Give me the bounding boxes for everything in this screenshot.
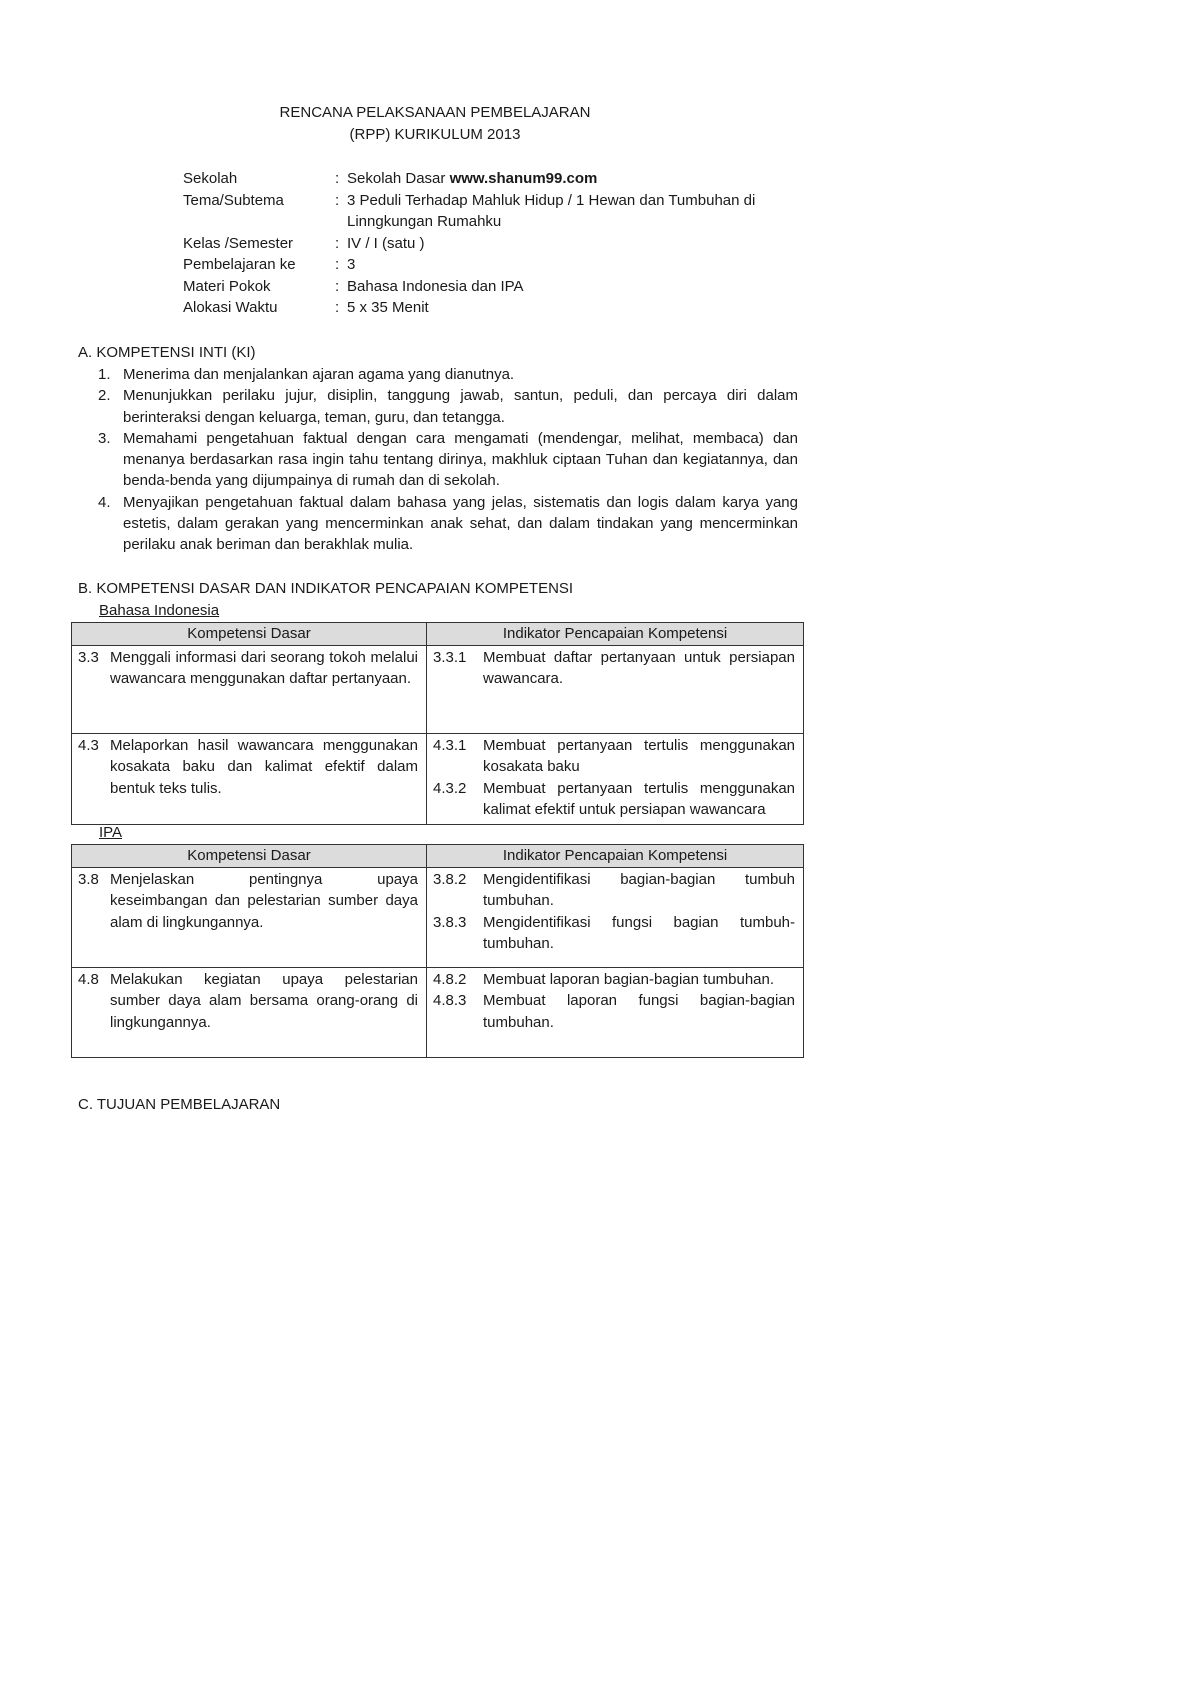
indicator-item [433, 647, 795, 690]
kd-code: 3.3 [78, 649, 99, 666]
indicator-code: 3.8.2 [433, 871, 467, 888]
subtitle-ipa: IPA [99, 824, 123, 841]
school-name: Sekolah Dasar [347, 170, 450, 187]
list-number: 2. [98, 387, 111, 405]
subtitle-bahasa-indonesia: Bahasa Indonesia [99, 602, 220, 619]
table-row [72, 968, 804, 1058]
indicator-item [433, 869, 795, 912]
school-website: www.shanum99.com [449, 170, 598, 187]
identity-row-pembelajaran [183, 254, 813, 276]
indicator-code: 4.3.1 [433, 737, 467, 754]
identity-row-tema [183, 190, 813, 233]
indicator-text: Membuat laporan fungsi bagian-bagian tumbuhan. [483, 992, 795, 1031]
column-header-kd: Kompetensi Dasar [72, 845, 427, 868]
identity-row-alokasi [183, 297, 813, 319]
indicator-item [433, 969, 795, 990]
kd-code: 4.3 [78, 737, 99, 754]
kd-item [78, 969, 418, 1033]
list-text: Memahami pengetahuan faktual dengan cara mengamati (mendengar, melihat, membaca) dan menanya berdasarkan rasa ingin tahu tentang dirinya, makhluk ciptaan Tuhan dan kegiatannya, dan benda-benda yang dijumpainya di rumah dan di sekolah. [123, 429, 798, 490]
identity-value: 3 [347, 256, 356, 273]
table-header-row [72, 845, 804, 868]
identity-label: Alokasi Waktu [183, 299, 278, 316]
indicator-item [433, 990, 795, 1033]
identity-row-materi [183, 276, 813, 298]
document-subtitle: (RPP) KURIKULUM 2013 [349, 126, 521, 143]
identity-label: Pembelajaran ke [183, 256, 296, 273]
kd-item [78, 647, 418, 690]
document-title: RENCANA PELAKSANAAN PEMBELAJARAN [279, 104, 591, 121]
list-text: Menyajikan pengetahuan faktual dalam bahasa yang jelas, sistematis dan logis dalam karya yang estetis, dalam gerakan yang mencerminkan anak sehat, dan dalam tindakan yang mencerminkan perilaku anak beriman dan berakhlak mulia. [123, 493, 798, 554]
identity-colon: : [335, 234, 340, 252]
table-bahasa-indonesia [71, 622, 804, 825]
table-row [72, 734, 804, 825]
list-number: 1. [98, 366, 111, 383]
table-row [72, 868, 804, 968]
list-item [98, 364, 798, 385]
table-row [72, 646, 804, 734]
indicator-cell [427, 734, 804, 825]
list-text: Menunjukkan perilaku jujur, disiplin, tanggung jawab, santun, peduli, dan percaya diri dalam berinteraksi dengan keluarga, teman, guru, dan tetangga. [123, 387, 798, 426]
indicator-code: 4.3.2 [433, 779, 467, 797]
table-ipa [71, 844, 804, 1058]
identity-value: Bahasa Indonesia dan IPA [347, 277, 524, 295]
identity-block [183, 168, 813, 319]
kd-code: 4.8 [78, 971, 99, 988]
list-item [98, 492, 798, 556]
column-header-indikator: Indikator Pencapaian Kompetensi [427, 623, 804, 646]
indicator-text: Membuat daftar pertanyaan untuk persiapan wawancara. [483, 649, 795, 688]
indicator-item [433, 912, 795, 955]
column-header-kd: Kompetensi Dasar [72, 623, 427, 646]
identity-colon: : [335, 191, 340, 209]
identity-value: 5 x 35 Menit [347, 299, 429, 316]
identity-colon: : [335, 277, 340, 295]
identity-value: IV / I (satu ) [347, 234, 425, 252]
indicator-text: Mengidentifikasi fungsi bagian tumbuh-tumbuhan. [483, 913, 795, 952]
indicator-cell [427, 868, 804, 968]
kd-item [78, 869, 418, 933]
ki-list [78, 364, 798, 556]
column-header-indikator: Indikator Pencapaian Kompetensi [427, 845, 804, 868]
kd-text: Melaporkan hasil wawancara menggunakan kosakata baku dan kalimat efektif dalam bentuk teks tulis. [110, 737, 418, 797]
kd-cell [72, 968, 427, 1058]
section-kompetensi-dasar [78, 578, 808, 622]
kd-cell [72, 734, 427, 825]
list-number: 3. [98, 429, 111, 447]
table-header-row [72, 623, 804, 646]
identity-label: Kelas /Semester [183, 234, 294, 252]
identity-colon: : [335, 256, 340, 273]
identity-label: Sekolah [183, 170, 238, 187]
kd-text: Melakukan kegiatan upaya pelestarian sumber daya alam bersama orang-orang di lingkungannya. [110, 971, 418, 1031]
indicator-code: 4.8.2 [433, 971, 467, 988]
identity-colon: : [335, 170, 340, 187]
kd-cell [72, 868, 427, 968]
indicator-text: Membuat pertanyaan tertulis menggunakan kosakata baku [483, 737, 795, 776]
indicator-cell [427, 646, 804, 734]
kd-item [78, 735, 418, 799]
list-item [98, 428, 798, 492]
section-c-title: C. TUJUAN PEMBELAJARAN [78, 1096, 281, 1113]
section-kompetensi-inti [78, 342, 798, 556]
kd-text: Menggali informasi dari seorang tokoh melalui wawancara menggunakan daftar pertanyaan. [110, 649, 418, 688]
list-item [98, 385, 798, 428]
kd-code: 3.8 [78, 871, 99, 888]
identity-label: Materi Pokok [183, 277, 271, 295]
list-text: Menerima dan menjalankan ajaran agama yang dianutnya. [123, 366, 515, 383]
indicator-cell [427, 968, 804, 1058]
identity-row-kelas [183, 233, 813, 255]
indicator-text: Membuat laporan bagian-bagian tumbuhan. [483, 971, 775, 988]
identity-value: 3 Peduli Terhadap Mahluk Hidup / 1 Hewan dan Tumbuhan di Linngkungan Rumahku [347, 191, 756, 230]
section-b-title: B. KOMPETENSI DASAR DAN INDIKATOR PENCAPAIAN KOMPETENSI [78, 580, 574, 597]
indicator-code: 4.8.3 [433, 992, 467, 1010]
identity-colon: : [335, 299, 340, 316]
indicator-text: Mengidentifikasi bagian-bagian tumbuh tumbuhan. [483, 871, 795, 910]
indicator-text: Membuat pertanyaan tertulis menggunakan kalimat efektif untuk persiapan wawancara [483, 779, 795, 818]
identity-value [347, 168, 813, 190]
section-a-title: A. KOMPETENSI INTI (KI) [78, 344, 256, 361]
identity-label: Tema/Subtema [183, 191, 284, 209]
list-number: 4. [98, 493, 111, 511]
indicator-item [433, 735, 795, 778]
identity-row-sekolah [183, 168, 813, 190]
kd-text: Menjelaskan pentingnya upaya keseimbangan dan pelestarian sumber daya alam di lingkungannya. [110, 871, 418, 931]
indicator-code: 3.3.1 [433, 649, 467, 666]
indicator-item [433, 778, 795, 821]
kd-cell [72, 646, 427, 734]
indicator-code: 3.8.3 [433, 913, 467, 931]
